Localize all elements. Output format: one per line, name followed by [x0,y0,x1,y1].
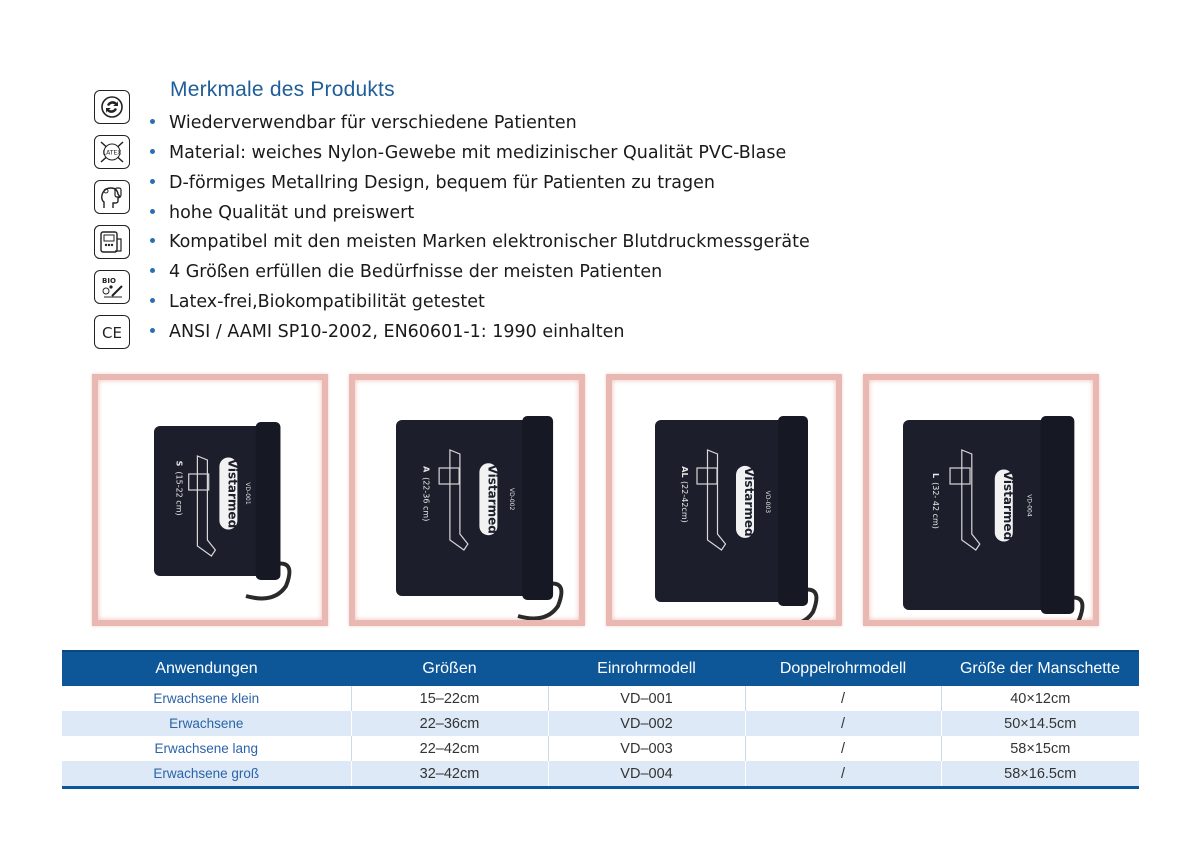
feature-text: Kompatibel mit den meisten Marken elektronischer Blutdruckmessgeräte [169,232,810,252]
column-header: Anwendungen [62,651,351,686]
ce-label: CE [102,324,122,342]
column-header: Doppelrohrmodell [745,651,941,686]
column-header: Größen [351,651,548,686]
cuff-illustration [869,380,1093,620]
ce-mark-icon [94,315,130,349]
feature-item [150,173,715,193]
table-cell: 58×15cm [941,736,1139,761]
table-cell: 40×12cm [941,686,1139,711]
feature-item [150,232,810,252]
table-header-row [62,651,1139,686]
brand-label: Vistarmed [225,458,240,529]
table-cell: VD–001 [548,686,745,711]
size-range-label: (15-22 cm) [174,471,184,516]
table-row [62,761,1139,788]
product-photo [863,374,1099,626]
bullet-icon [150,238,155,243]
table-cell: 22–36cm [351,711,548,736]
table-cell: 15–22cm [351,686,548,711]
table-cell: / [745,711,941,736]
table-cell: VD–004 [548,761,745,788]
bullet-icon [150,119,155,124]
table-cell: Erwachsene lang [62,736,351,761]
model-label: VD-001 [243,482,251,505]
brand-label: Vistarmed [742,467,756,537]
biocompatible-icon [94,270,130,304]
table-cell: Erwachsene klein [62,686,351,711]
table-row [62,736,1139,761]
feature-text: Wiederverwendbar für verschiedene Patienten [169,113,577,133]
table-cell: 22–42cm [351,736,548,761]
feature-item [150,292,485,312]
bullet-icon [150,268,155,273]
size-range-label: (32- 42 cm) [931,482,941,529]
size-range-label: (22-36 cm) [421,477,431,522]
patient-comfort-icon [94,180,130,214]
size-range-label: (22-42cm) [680,481,689,523]
bullet-icon [150,179,155,184]
cuff-illustration [355,380,579,620]
bullet-icon [150,328,155,333]
feature-text: hohe Qualität und preiswert [169,203,415,223]
size-letter-label: A [421,466,431,473]
latex-free-icon [94,135,130,169]
size-letter-label: L [931,472,941,479]
column-header: Größe der Manschette [941,651,1139,686]
table-row [62,686,1139,711]
feature-text: D-förmiges Metallring Design, bequem für Patienten zu tragen [169,173,715,193]
bullet-icon [150,298,155,303]
table-cell: VD–002 [548,711,745,736]
reusable-icon [94,90,130,124]
feature-text: Latex-frei,Biokompatibilität getestet [169,292,485,312]
size-letter-label: AL [680,466,689,478]
product-photo [349,374,585,626]
feature-item [150,143,786,163]
bullet-icon [150,149,155,154]
feature-text: ANSI / AAMI SP10-2002, EN60601-1: 1990 einhalten [169,322,625,342]
model-label: VD-004 [1025,494,1033,517]
feature-item [150,203,414,223]
table-row [62,711,1139,736]
bullet-icon [150,209,155,214]
size-letter-label: S [174,460,184,467]
cuff-illustration [612,380,836,620]
latex-label: LATEX [102,149,122,157]
table-cell: Erwachsene groß [62,761,351,788]
feature-item [150,322,624,342]
monitor-compatible-icon [94,225,130,259]
brand-label: Vistarmed [485,464,500,534]
table-cell: 32–42cm [351,761,548,788]
product-photo [606,374,842,626]
feature-item [150,262,662,282]
feature-text: Material: weiches Nylon-Gewebe mit medizinischer Qualität PVC-Blase [169,143,787,163]
column-header: Einrohrmodell [548,651,745,686]
table-cell: / [745,736,941,761]
bio-label: BIO [102,277,116,285]
table-cell: 50×14.5cm [941,711,1139,736]
table-cell: Erwachsene [62,711,351,736]
brand-label: Vistarmed [1000,470,1015,541]
spec-table [62,650,1139,789]
model-label: VD-003 [764,490,771,514]
table-cell: / [745,686,941,711]
model-label: VD-002 [507,488,515,511]
features-title: Merkmale des Produkts [170,78,395,101]
table-cell: / [745,761,941,788]
cuff-illustration [98,380,322,620]
product-photo [92,374,328,626]
table-cell: 58×16.5cm [941,761,1139,788]
table-cell: VD–003 [548,736,745,761]
feature-item [150,113,577,133]
feature-text: 4 Größen erfüllen die Bedürfnisse der meisten Patienten [169,262,663,282]
